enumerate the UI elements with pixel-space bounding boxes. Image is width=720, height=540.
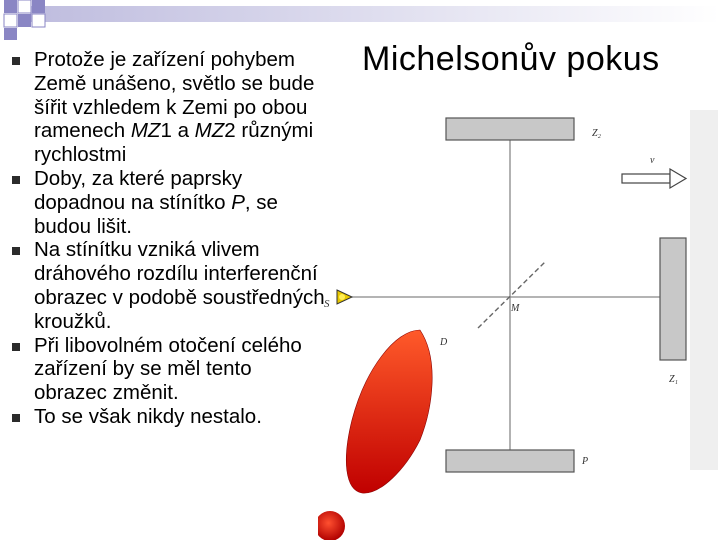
velocity-arrow-icon	[622, 169, 686, 188]
label-d: D	[440, 337, 448, 348]
michelson-diagram	[318, 100, 718, 540]
corner-decoration	[0, 0, 720, 40]
light-source-icon	[337, 290, 352, 304]
square-bullet-icon	[12, 414, 20, 422]
square-bullet-icon	[12, 176, 20, 184]
bullet-item: Protože je zařízení pohybem Země unášeno, světlo se bude šířit vzhledem k Zemi po obou ramenech MZ1 a MZ2 různými rychlostmi	[10, 48, 330, 167]
label-z2: Z₂	[592, 128, 602, 139]
label-m: M	[511, 303, 520, 314]
bullet-item: Na stínítku vzniká vlivem dráhového rozdílu interferenční obrazec v podobě soustředných kroužků.	[10, 238, 330, 333]
slide-title: Michelsonův pokus	[362, 40, 660, 78]
bullet-item: Doby, za které paprsky dopadnou na stínítko P, se budou lišit.	[10, 167, 330, 238]
square-bullet-icon	[12, 247, 20, 255]
bullet-list	[10, 48, 330, 429]
label-v: v	[650, 155, 655, 166]
bullet-item: To se však nikdy nestalo.	[10, 405, 330, 429]
bullet-item: Při libovolném otočení celého zařízení by se měl tento obrazec změnit.	[10, 334, 330, 405]
label-p: P	[582, 456, 589, 467]
red-ball	[318, 511, 345, 540]
label-s: S	[324, 298, 330, 310]
beam-splitter	[478, 262, 545, 328]
square-bullet-icon	[12, 343, 20, 351]
mirror-z1	[660, 238, 686, 360]
red-drop-shape	[346, 330, 432, 493]
mirror-z2	[446, 118, 574, 140]
screen-p	[446, 450, 574, 472]
square-bullet-icon	[12, 57, 20, 65]
label-z1: Z₁	[669, 374, 679, 385]
